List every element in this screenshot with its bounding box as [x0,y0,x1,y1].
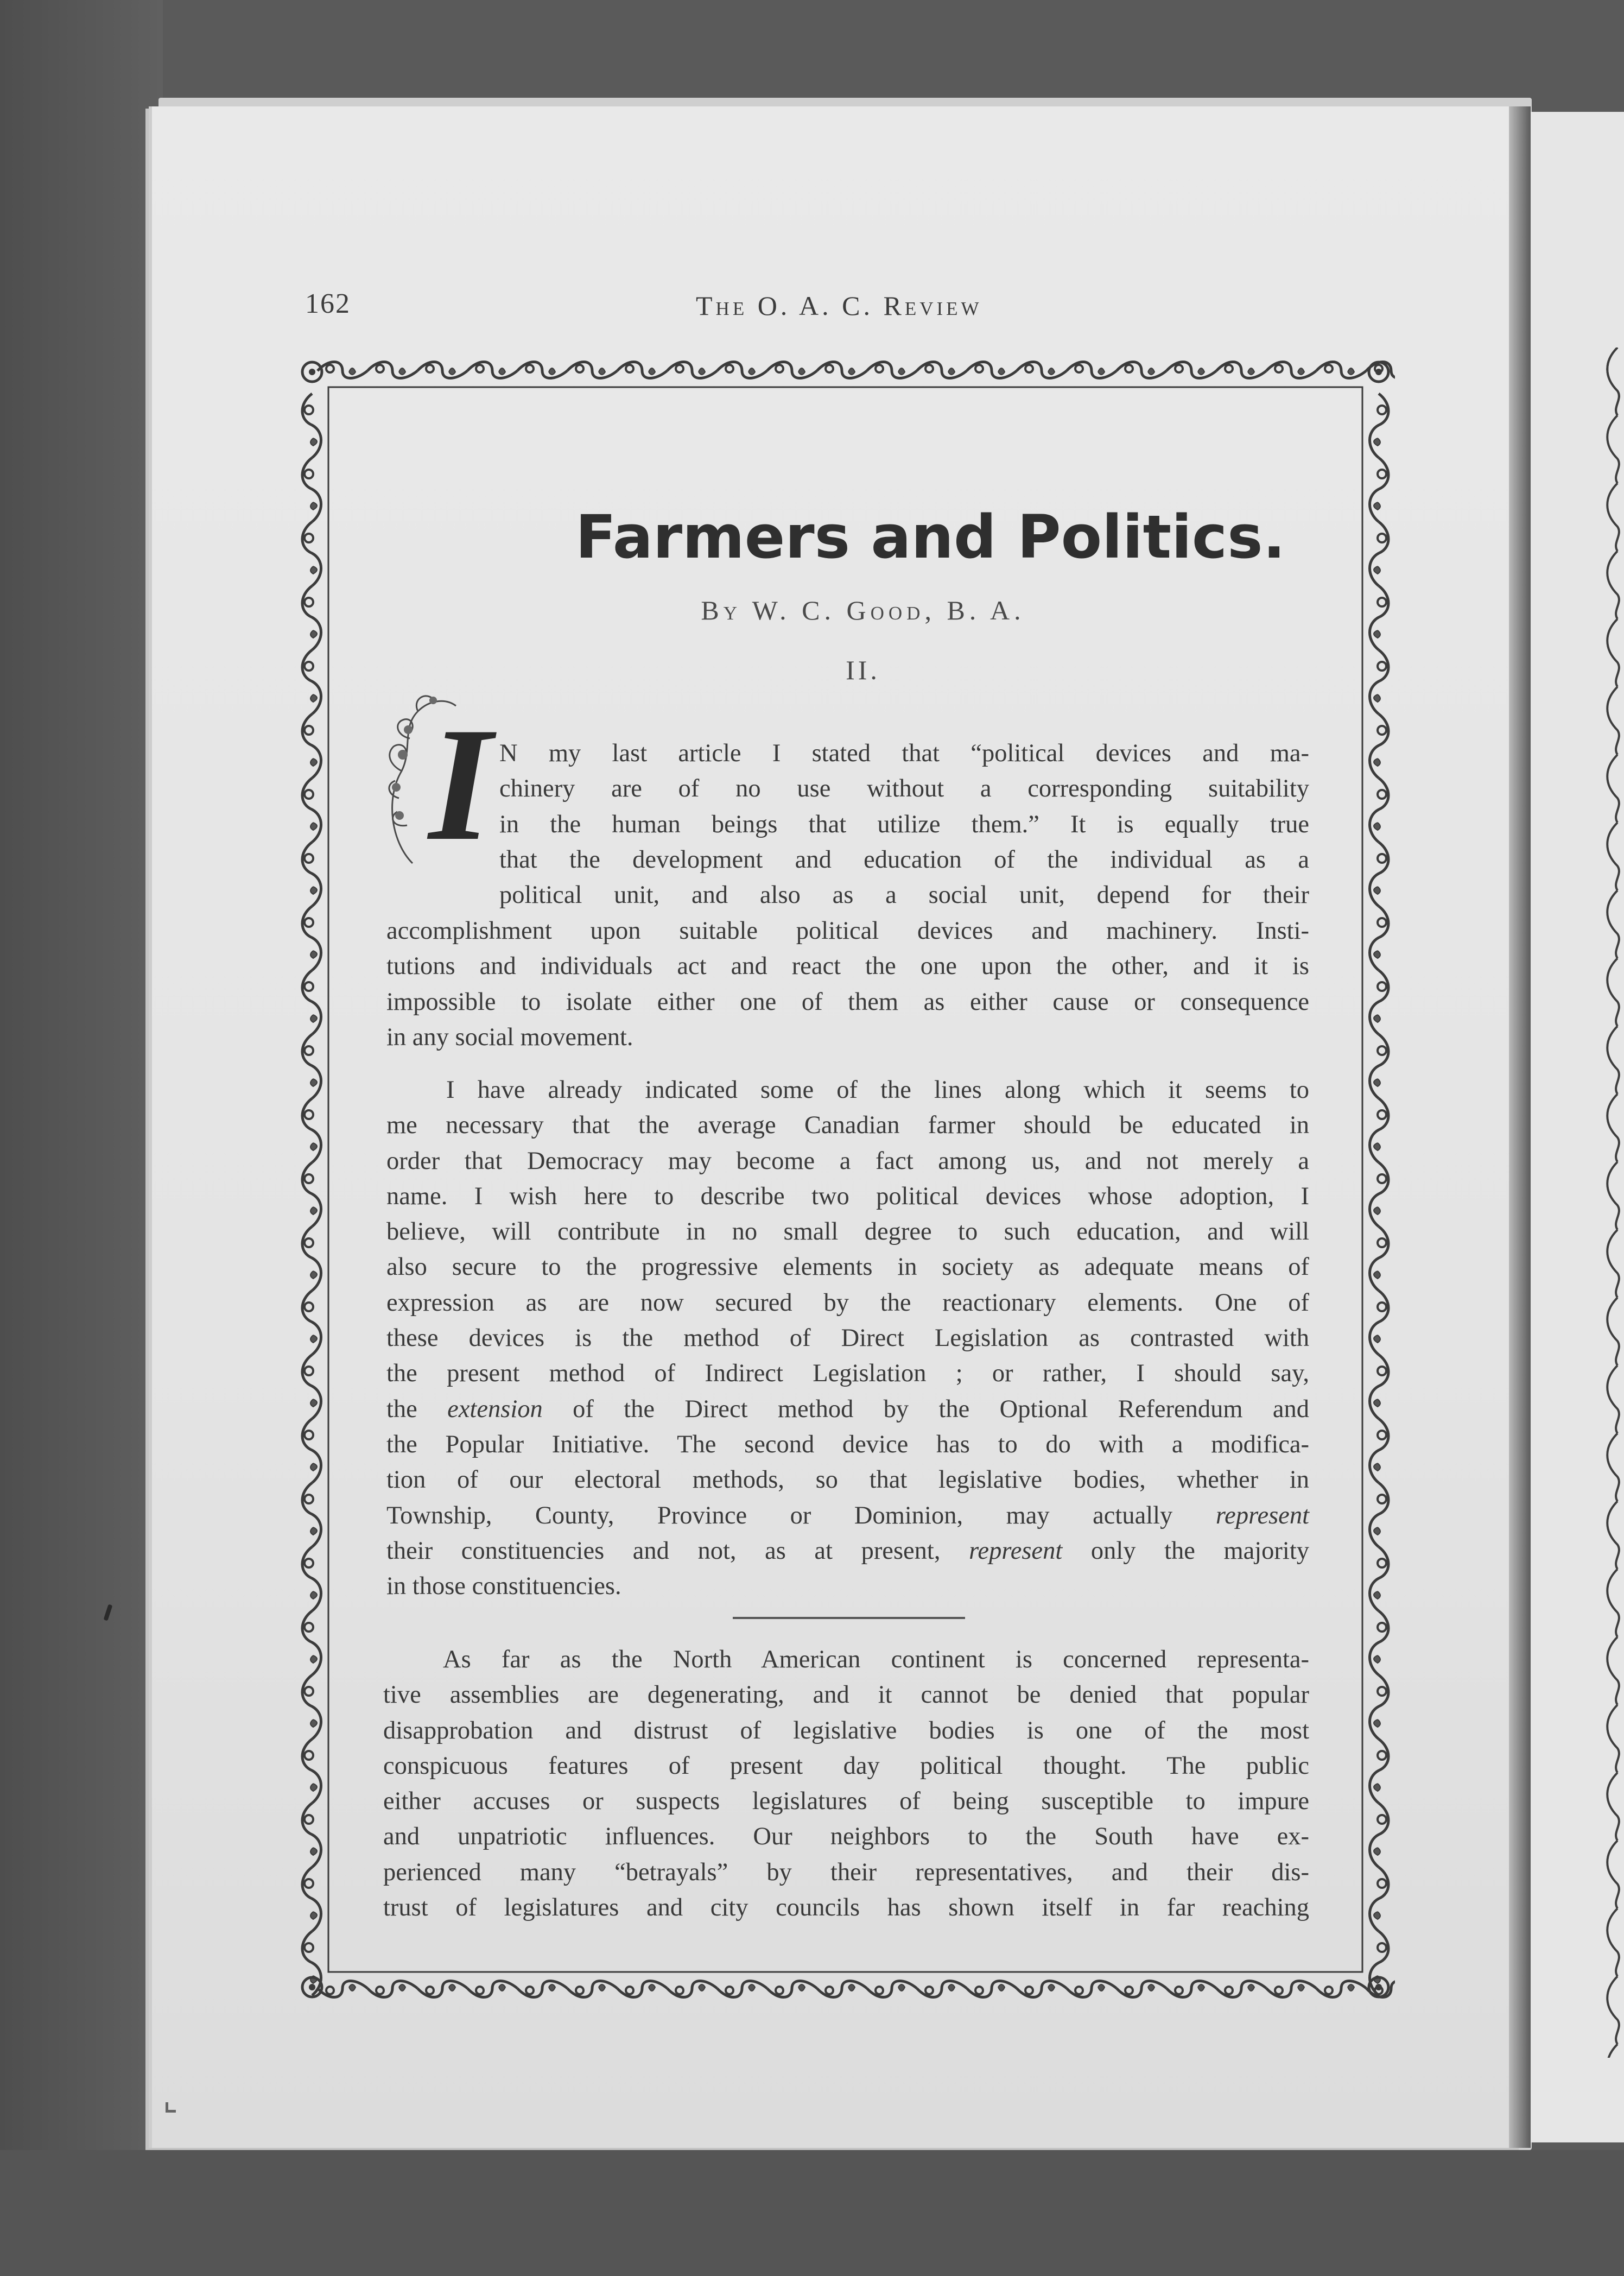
article-title: Farmers and Politics. [575,502,1286,572]
text-line: the extension of the Direct method by the Optional Referendum and [386,1395,1310,1423]
text-line: the Popular Initiative. The second device has to do with a modifica- [386,1430,1309,1458]
text-line: chinery are of no use without a corresponding suitability [499,775,1309,803]
ornate-drop-cap-icon [380,690,505,869]
text-line: tutions and individuals act and react the one upon the other, and it is [386,952,1309,981]
paragraph-3 [383,1642,1309,1925]
text-line: I have already indicated some of the lines along which it seems to [446,1076,1309,1104]
running-header [305,288,1022,326]
text-line: these devices is the method of Direct Legislation as contrasted with [386,1324,1309,1352]
text-line: impossible to isolate either one of them as either cause or consequence [386,988,1309,1016]
paragraph-2 [386,1072,1309,1604]
text-line: in any social movement. [386,1023,633,1051]
page-corner-mark [166,2102,176,2113]
article-byline: By W. C. Good, B. A. [701,595,1025,625]
text-line: in the human beings that utilize them.” It is equally true [499,810,1309,838]
scan-backdrop-bottom [0,2150,1624,2276]
svg-text:I: I [428,694,492,869]
text-line: N my last article I stated that “political devices and ma- [499,739,1309,767]
page-number: 162 [305,288,351,319]
text-line: accomplishment upon suitable political devices and machinery. Insti- [386,917,1309,945]
text-line: either accuses or suspects legislatures of being susceptible to impure [383,1787,1309,1816]
text-line: trust of legislatures and city councils has shown itself in far reaching [383,1894,1309,1922]
text-line: expression as are now secured by the reactionary elements. One of [386,1288,1309,1317]
paragraph-1-continued [386,913,1309,1055]
running-title: The O. A. C. Review [696,290,982,321]
article-part-number: II. [846,655,880,685]
text-line: name. I wish here to describe two political devices whose adoption, I [386,1182,1309,1210]
text-line: political unit, and also as a social unit, depend for their [499,881,1309,909]
text-line: and unpatriotic influences. Our neighbors to the South have ex- [383,1823,1309,1851]
text-line: conspicuous features of present day political thought. The public [383,1752,1309,1780]
facing-page-border-icon [1601,347,1624,2058]
text-line: order that Democracy may become a fact among us, and not merely a [386,1147,1309,1175]
text-line: that the development and education of the individual as a [499,845,1309,874]
text-line: As far as the North American continent is concerned representa- [443,1646,1309,1673]
text-line: disapprobation and distrust of legislative bodies is one of the most [383,1716,1309,1744]
scan-backdrop [0,0,163,2276]
book-gutter [1509,106,1531,2148]
section-rule [733,1617,965,1619]
text-line: tion of our electoral methods, so that legislative bodies, whether in [386,1466,1309,1494]
text-line: also secure to the progressive elements in society as adequate means of [386,1253,1309,1281]
text-line: perienced many “betrayals” by their representatives, and their dis- [383,1858,1309,1886]
text-line: me necessary that the average Canadian farmer should be educated in [386,1111,1309,1140]
text-line: tive assemblies are degenerating, and it cannot be denied that popular [383,1681,1309,1709]
text-line: the present method of Indirect Legislation ; or rather, I should say, [386,1360,1309,1388]
text-line: believe, will contribute in no small degree to such education, and will [386,1218,1309,1246]
text-line: Township, County, Province or Dominion, may actually represent [386,1501,1309,1529]
paragraph-1-beside-drop-cap [499,736,1309,913]
text-line: their constituencies and not, as at present, represent only the majority [386,1537,1310,1565]
text-line: in those constituencies. [386,1572,621,1601]
